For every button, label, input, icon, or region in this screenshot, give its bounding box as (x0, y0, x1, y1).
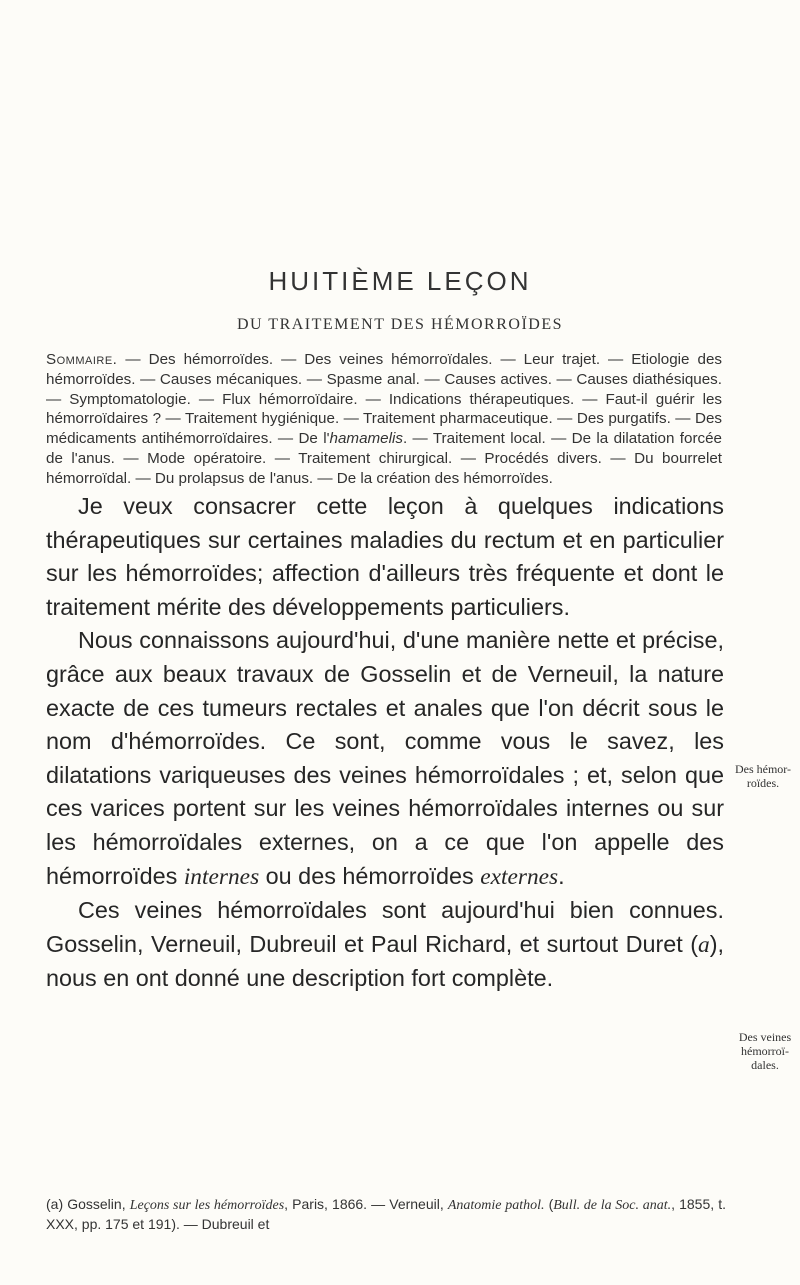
paragraph-3-text-a: Ces veines hémorroïdales sont aujourd'hui bien connues. Gosselin, Verneuil, Dubreuil et Paul Richard, et surtout Duret ( (46, 897, 724, 957)
summary (46, 350, 722, 489)
paragraph-2-text-a: Nous connaissons aujourd'hui, d'une manière nette et précise, grâce aux beaux travaux de Gosselin et de Verneuil, la nature exacte de ces tumeurs rectales et anales que l'on décrit sous le nom d'hémorroïdes. Ce sont, comme vous le savez, les dilatations variqueuses des veines hémorroïdales ; et, selon que ces varices portent sur les veines hémorroïdales internes ou sur les hémorroïdales externes, on a ce que l'on appelle des hémorroïdes (46, 627, 724, 889)
footnote-title-1: Leçons sur les hémorroïdes (129, 1198, 285, 1213)
chapter-subtitle: DU TRAITEMENT DES HÉMORROÏDES (236, 316, 564, 333)
footnote-ref: a (698, 931, 710, 958)
summary-text-2: . — Traitement local. — De la dilatation forcée de l'anus. — Mode opératoire. — Traitement chirurgical. — Procédés divers. — Du bourrelet hémorroïdal. — Du prolapsus de l'anus. — De la création des hémorroïdes. (46, 430, 722, 487)
paragraph-2 (46, 624, 724, 894)
margin-note-veines: Des veines hémorroï-dales. (738, 1030, 792, 1072)
paragraph-1: Je veux consacrer cette leçon à quelques indications thérapeutiques sur certaines maladies du rectum et en particulier sur les hémorroïdes; affection d'ailleurs très fréquente et dont le traitement mérite des développements particuliers. (46, 493, 724, 620)
body-text (46, 490, 724, 996)
term-internes: internes (183, 863, 260, 890)
term-externes: externes (480, 863, 559, 890)
footnote-marker: (a) (46, 1196, 64, 1212)
paragraph-3 (46, 894, 724, 996)
summary-hamamelis: hamamelis (329, 430, 403, 448)
footnote-title-2: Anatomie pathol. (447, 1198, 545, 1213)
footnote (46, 1195, 726, 1234)
footnote-text-d: , 1855, t. XXX, pp. 175 et 191). — Dubreuil et (46, 1196, 727, 1232)
footnote-title-3: Bull. de la Soc. anat. (553, 1198, 672, 1213)
paragraph-2-text-c: . (558, 862, 565, 889)
paragraph-2-text-b: ou des hémorroïdes (259, 862, 481, 889)
chapter-title: HUITIÈME LEÇON (268, 266, 532, 296)
footnote-text-c: ( (544, 1196, 554, 1212)
footnote-text-b: , Paris, 1866. — Verneuil, (284, 1196, 448, 1212)
paragraph-3-text-b: ), nous en ont donné une description fort complète. (46, 930, 724, 992)
margin-note-hemorroides: Des hémor-roïdes. (734, 762, 792, 790)
summary-text-1: — Des hémorroïdes. — Des veines hémorroïdales. — Leur trajet. — Etiologie des hémorroïdes. — Causes mécaniques. — Spasme anal. — Causes actives. — Causes diathésiques. — Symptomatologie. — Flux hémorroïdaire. — Indications thérapeutiques. — Faut-il guérir les hémorroïdaires ? — Traitement hygiénique. — Traitement pharmaceutique. — Des purgatifs. — Des médicaments antihémorroïdaires. — De l' (46, 351, 722, 448)
footnote-text-a: Gosselin, (63, 1196, 130, 1212)
summary-label: Sommaire. (46, 351, 118, 368)
